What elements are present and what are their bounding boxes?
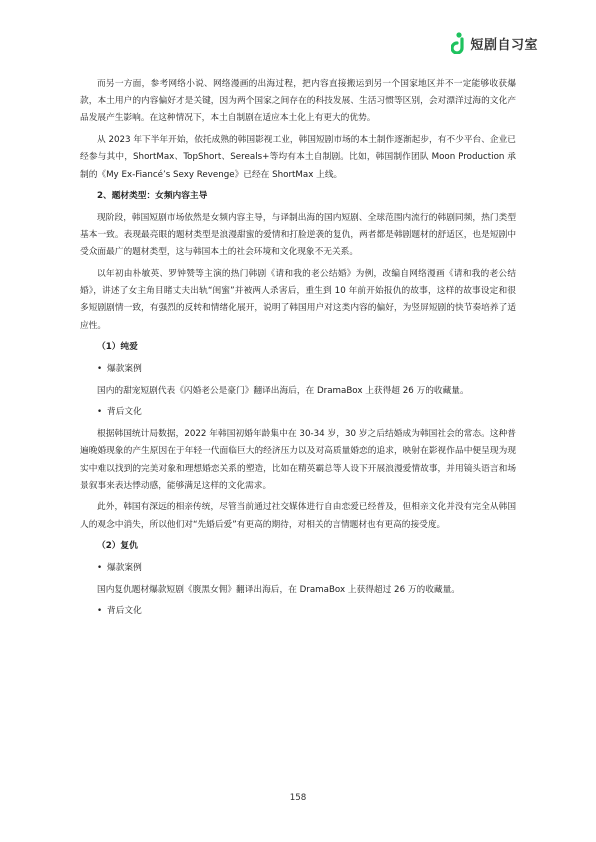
paragraph: 根据韩国统计局数据，2022 年韩国初婚年龄集中在 30-34 岁，30 岁之后结婚成为韩国社会的常态。这种普遍晚婚现象的产生原因在于年轻一代面临巨大的经济压力以及对高质量婚恋的追求，映射在影视作品中便呈现为现实中难以找到的完美对象和理想婚恋关系的塑造，比如在精英霸总等人设下开展浪漫爱情故事，并用镜头语言和场景叙事来表达悸动感，能够满足这样的文化需求。 [80, 429, 516, 491]
subsection-heading-love: （1）纯爱 [97, 342, 138, 353]
paragraph: 此外，韩国有深远的相亲传统，尽管当前通过社交媒体进行自由恋爱已经普及，但相亲文化并没有完全从韩国人的观念中消失，所以他们对“先婚后爱”有更高的期待，对相关的言情题材也有更高的接受度。 [80, 502, 516, 530]
paragraph: 国内复仇题材爆款短剧《腹黑女佣》翻译出海后，在 DramaBox 上获得超过 26 万的收藏量。 [97, 584, 460, 595]
page-number: 158 [289, 793, 307, 803]
paragraph: 国内的甜宠短剧代表《闪婚老公是豪门》翻译出海后，在 DramaBox 上获得超 26 万的收藏量。 [97, 385, 469, 396]
brand-logo-icon [451, 32, 467, 54]
bullet-item [80, 404, 516, 421]
bullet-label: 爆款案例 [107, 364, 142, 375]
subsection-heading-revenge: （2）复仇 [97, 541, 138, 552]
bullet-label: 爆款案例 [107, 563, 142, 574]
section-heading: 2、题材类型：女频内容主导 [97, 191, 208, 202]
bullet-icon: • [97, 364, 103, 375]
bullet-label: 背后文化 [107, 606, 142, 617]
bullet-icon: • [97, 407, 103, 418]
paragraph: 以年初由朴敏英、罗钟赞等主演的热门韩剧《请和我的老公结婚》为例，改编自网络漫画《请和我的老公结婚》，讲述了女主角目睹丈夫出轨“闺蜜”并被两人杀害后，重生到 10 年前开始报仇的故事，这样的故事设定和很多短剧剧情一致，有强烈的反转和情绪化展开，说明了韩国用户对这类内容的偏好，为竖屏短剧的快节奏培养了适应性。 [80, 269, 516, 331]
bullet-item [80, 603, 516, 620]
paragraph: 从 2023 年下半年开始，依托成熟的韩国影视工业，韩国短剧市场的本土制作逐渐起步，有不少平台、企业已经参与其中，ShortMax、TopShort、Sereals+等均有本土自制剧。比如，韩国制作团队 Moon Production 承制的《My Ex-Fiancé’s Sexy Revenge》已经在 ShortMax 上线。 [80, 135, 516, 180]
bullet-icon: • [97, 563, 103, 574]
brand-logo [451, 32, 538, 54]
bullet-item [80, 361, 516, 378]
bullet-item [80, 560, 516, 577]
paragraph: 现阶段，韩国短剧市场依然是女频内容主导，与译制出海的国内短剧、全球范围内流行的韩剧同频，热门类型基本一致。表现最亮眼的题材类型是浪漫甜蜜的爱情和打脸逆袭的复仇，两者都是韩剧题材的舒适区，也是短剧中受众面最广的题材类型，这与韩国本土的社会环境和文化现象不无关系。 [80, 212, 516, 258]
paragraph: 而另一方面，参考网络小说、网络漫画的出海过程，把内容直接搬运到另一个国家地区并不一定能够收获爆款，本土用户的内容偏好才是关键，因为两个国家之间存在的科技发展、生活习惯等区别，会对漂洋过海的文化产品发展产生影响。在这种情况下，本土自制剧在适应本土化上有更大的优势。 [80, 79, 516, 124]
brand-logo-text: 短剧自习室 [470, 37, 538, 53]
bullet-label: 背后文化 [107, 407, 142, 418]
document-body [80, 76, 516, 625]
bullet-icon: • [97, 606, 103, 617]
